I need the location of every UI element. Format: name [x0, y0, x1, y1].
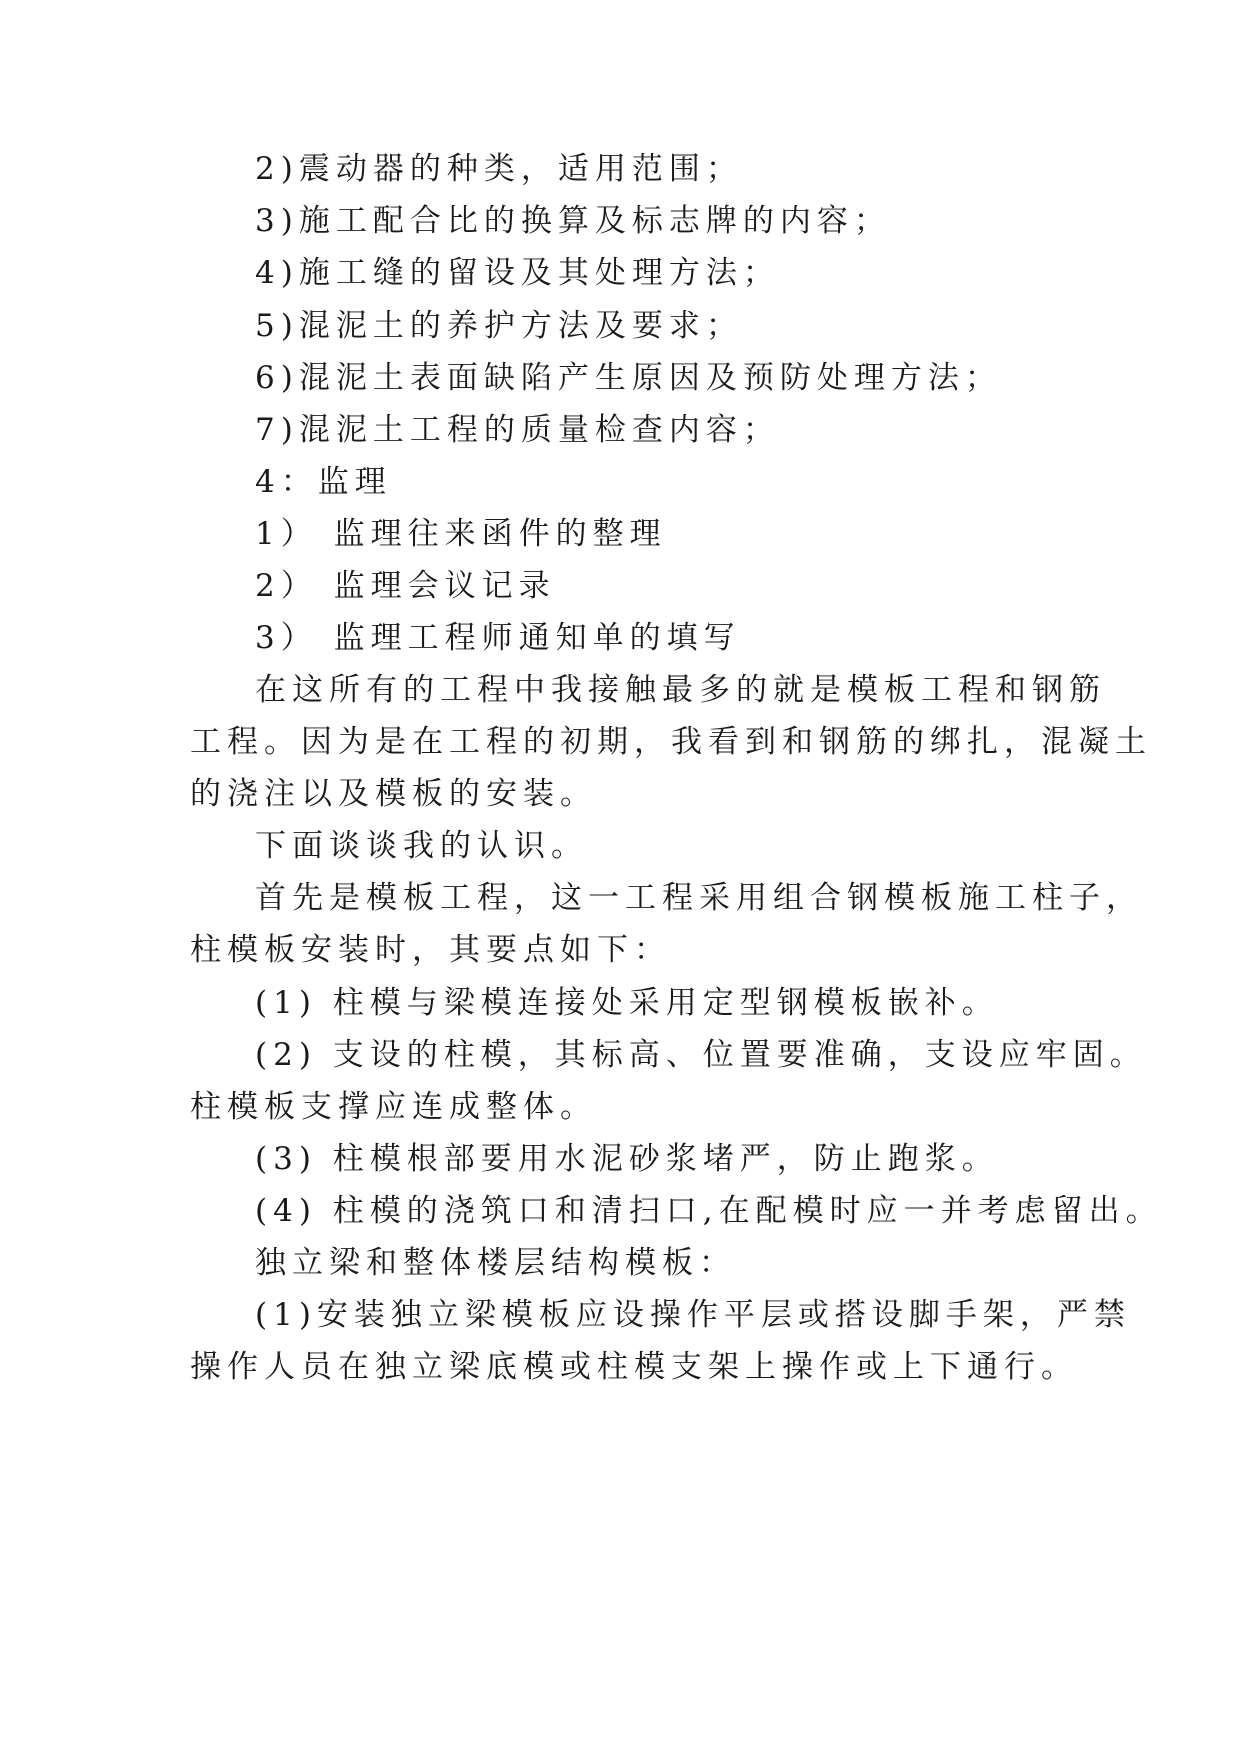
- text-line: 6)混泥土表面缺陷产生原因及预防处理方法；: [255, 360, 1002, 396]
- text-line: 7)混泥土工程的质量检查内容；: [255, 412, 780, 448]
- paragraph-line: 下面谈谈我的认识。: [255, 828, 588, 864]
- text-line: (2) 支设的柱模，其标高、位置要准确，支设应牢固。: [255, 1037, 1147, 1073]
- paragraph-line: 在这所有的工程中我接触最多的就是模板工程和钢筋: [255, 672, 1106, 708]
- text-line: 3)施工配合比的换算及标志牌的内容；: [255, 203, 891, 239]
- text-line: 3） 监理工程师通知单的填写: [255, 620, 741, 656]
- paragraph-line: 的浇注以及模板的安装。: [190, 776, 597, 812]
- text-line: 5)混泥土的养护方法及要求；: [255, 308, 743, 344]
- paragraph-line: 首先是模板工程，这一工程采用组合钢模板施工柱子，: [255, 880, 1143, 916]
- text-line: (1) 柱模与梁模连接处采用定型钢模板嵌补。: [255, 985, 999, 1021]
- text-line: 4)施工缝的留设及其处理方法；: [255, 255, 780, 291]
- section-heading: 4：监理: [255, 464, 392, 500]
- text-line: 2)震动器的种类，适用范围；: [255, 151, 743, 187]
- text-line: (1)安装独立梁模板应设操作平层或搭设脚手架，严禁: [255, 1297, 1131, 1333]
- text-line: 操作人员在独立梁底模或柱模支架上操作或上下通行。: [190, 1349, 1078, 1385]
- text-line: 2） 监理会议记录: [255, 568, 556, 604]
- text-line: (4) 柱模的浇筑口和清扫口,在配模时应一并考虑留出。: [255, 1193, 1163, 1229]
- text-line: (3) 柱模根部要用水泥砂浆堵严，防止跑浆。: [255, 1141, 999, 1177]
- text-line: 1） 监理往来函件的整理: [255, 516, 667, 552]
- paragraph-line: 独立梁和整体楼层结构模板：: [255, 1245, 736, 1281]
- paragraph-line: 工程。因为是在工程的初期，我看到和钢筋的绑扎，混凝土: [190, 724, 1152, 760]
- text-line: 柱模板支撑应连成整体。: [190, 1089, 597, 1125]
- paragraph-line: 柱模板安装时，其要点如下：: [190, 932, 671, 968]
